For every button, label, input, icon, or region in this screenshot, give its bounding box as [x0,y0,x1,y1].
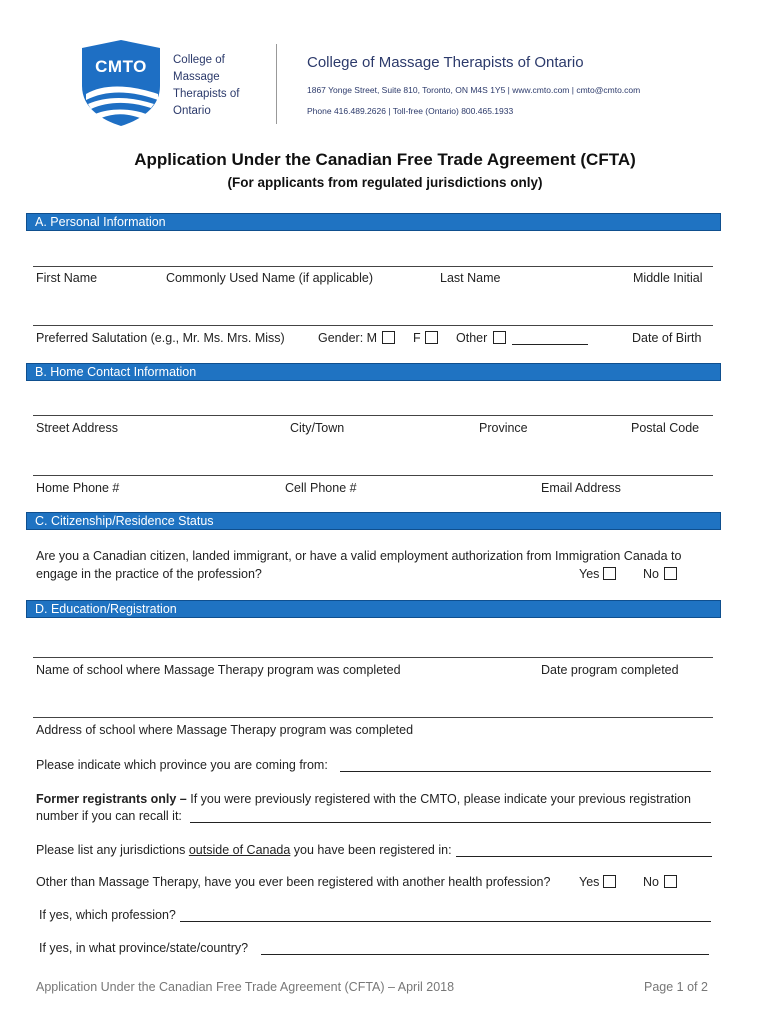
gender-label: Gender: M [318,331,378,345]
date-completed-label: Date program completed [541,663,679,677]
jurisdictions-field[interactable] [456,856,712,857]
gender-f-checkbox[interactable] [425,331,438,344]
province-from-label: Please indicate which province you are coming from: [36,758,328,772]
cmto-shield-logo [78,38,164,128]
page-subtitle: (For applicants from regulated jurisdictions only) [227,175,543,190]
former-registrants-text [36,792,691,806]
page-title: Application Under the Canadian Free Trade Agreement (CFTA) [134,150,636,169]
jurisdictions-post: you have been registered in: [290,843,452,857]
logo-wordmark [173,52,239,120]
address-row-line [33,415,713,416]
postal-code-label: Postal Code [631,421,700,435]
salutation-row-line [33,325,713,326]
province-label: Province [479,421,528,435]
former-registrants-bold: Former registrants only – [36,792,187,806]
section-c-heading: C. Citizenship/Residence Status [26,512,721,530]
school-address-label: Address of school where Massage Therapy program was completed [36,723,414,737]
citizenship-question-line2: engage in the practice of the profession? [36,567,262,581]
phone-row-line [33,475,713,476]
org-address: 1867 Yonge Street, Suite 810, Toronto, ON M4S 1Y5 | www.cmto.com | cmto@cmto.com [307,85,641,95]
logo-line: Therapists of [173,88,240,100]
footer-title: Application Under the Canadian Free Trade Agreement (CFTA) – April 2018 [36,980,455,994]
section-b-heading: B. Home Contact Information [26,363,721,381]
which-place-field[interactable] [261,954,709,955]
citizenship-no-checkbox[interactable] [664,567,677,580]
street-label: Street Address [36,421,118,435]
middle-initial-label: Middle Initial [633,271,703,285]
logo-line: College of [173,54,225,66]
which-place-label: If yes, in what province/state/country? [39,941,249,955]
former-registrants-line2: number if you can recall it: [36,809,182,823]
citizenship-no-label: No [643,567,659,581]
logo-badge-text: CMTO [95,57,147,76]
cell-phone-label: Cell Phone # [285,481,357,495]
which-profession-field[interactable] [180,921,711,922]
which-profession-label: If yes, which profession? [39,908,176,922]
other-profession-yes-checkbox[interactable] [603,875,616,888]
school-name-label: Name of school where Massage Therapy program was completed [36,663,401,677]
other-profession-no-label: No [643,875,659,889]
other-profession-yes-label: Yes [579,875,600,889]
header-divider [276,44,277,124]
name-row-line [33,266,713,267]
section-a-heading: A. Personal Information [26,213,721,231]
other-profession-question: Other than Massage Therapy, have you ever been registered with another health profession? [36,875,551,889]
page-number: Page 1 of 2 [644,980,708,994]
citizenship-yes-checkbox[interactable] [603,567,616,580]
school-address-row-line [33,717,713,718]
common-name-label: Commonly Used Name (if applicable) [166,271,374,285]
first-name-label: First Name [36,271,98,285]
gender-other-checkbox[interactable] [493,331,506,344]
gender-m-checkbox[interactable] [382,331,395,344]
last-name-label: Last Name [440,271,501,285]
gender-f-label: F [413,331,421,345]
city-label: City/Town [290,421,345,435]
jurisdictions-underlined: outside of Canada [188,843,291,857]
jurisdictions-text [36,843,452,857]
gender-other-field[interactable] [512,344,588,345]
former-registrants-rest: If you were previously registered with the CMTO, please indicate your previous registration [186,792,691,806]
section-d-heading: D. Education/Registration [26,600,721,618]
jurisdictions-pre: Please list any jurisdictions [36,843,189,857]
citizenship-question-line1: Are you a Canadian citizen, landed immigrant, or have a valid employment authorization from Immigration Canada to [36,549,682,563]
logo-line: Ontario [173,105,211,117]
school-name-row-line [33,657,713,658]
dob-label: Date of Birth [632,331,702,345]
org-phone: Phone 416.489.2626 | Toll-free (Ontario) 800.465.1933 [307,106,514,116]
logo-line: Massage [173,71,220,83]
org-name: College of Massage Therapists of Ontario [307,54,584,71]
citizenship-yes-label: Yes [579,567,600,581]
email-label: Email Address [541,481,621,495]
former-registration-field[interactable] [190,822,711,823]
salutation-label: Preferred Salutation (e.g., Mr. Ms. Mrs. Miss) [36,331,285,345]
home-phone-label: Home Phone # [36,481,120,495]
gender-other-label: Other [456,331,488,345]
province-from-field[interactable] [340,771,711,772]
other-profession-no-checkbox[interactable] [664,875,677,888]
